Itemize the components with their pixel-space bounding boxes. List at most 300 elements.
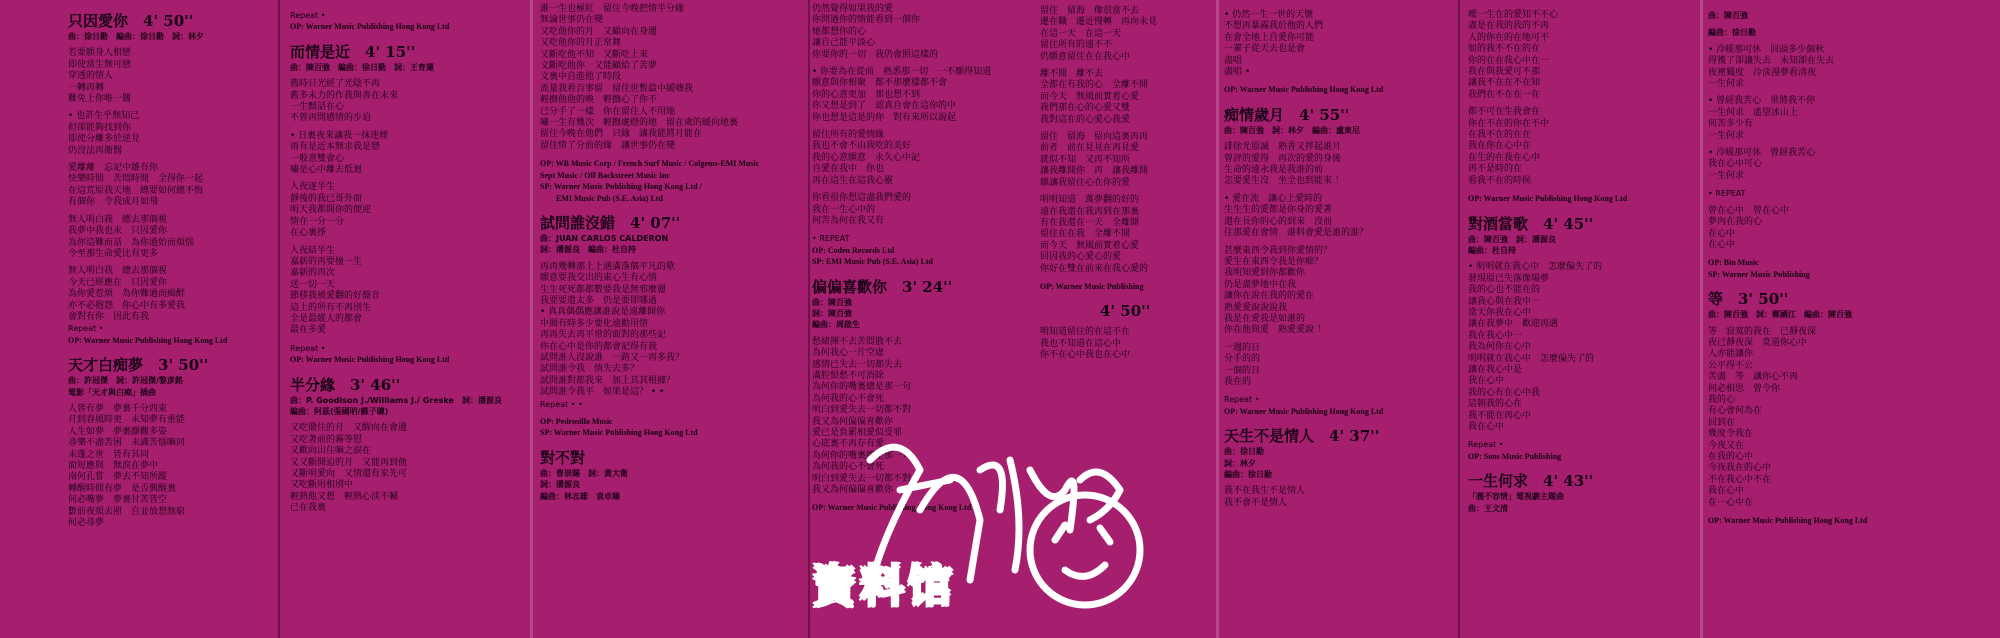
lyric-line: 又吃徹住的月 又醒向在會邊 bbox=[290, 423, 408, 434]
repeat-marker: • REPEAT bbox=[1708, 189, 1746, 199]
song-title: 天生不是情人 4' 37'' bbox=[1224, 427, 1380, 446]
lyric-line: 再在這生在這我心靈 bbox=[812, 175, 894, 186]
lyric-line: 有心會何為在 bbox=[1708, 406, 1763, 417]
lyric-line: 在心中 bbox=[1708, 239, 1736, 250]
lyric-line: 你的心意更加 那也想不到 bbox=[812, 89, 921, 100]
lyric-line: 已在我裏 bbox=[290, 503, 327, 514]
lyric-line: 留住 留海 留向這裏再再 bbox=[1040, 132, 1149, 143]
repeat-marker: Repeat • bbox=[290, 343, 326, 353]
lyric-line: 愁緒揮不去苦悶散不去 bbox=[812, 336, 903, 347]
lyric-line: 感情已失去一切都失去 bbox=[812, 359, 903, 370]
lyric-line: 我夢中我也未 只因愛你 bbox=[68, 226, 168, 237]
repeat-marker: Repeat • bbox=[1224, 395, 1260, 405]
repeat-marker: Repeat • bbox=[68, 324, 104, 334]
lyric-line: 今夜我在的心中 bbox=[1708, 463, 1772, 474]
lyric-line: 又斷明愛向 又情還有家先可 bbox=[290, 469, 408, 479]
lyric-line: 我對這在的心愛心我愛 bbox=[1040, 114, 1131, 125]
lyric-line: 夜裡獨度 冷淡漫夢看清夜 bbox=[1708, 67, 1817, 78]
lyric-line: 嘯一生有幾次 輕撫處燈的地 留在歲的緩向地裏 bbox=[540, 118, 739, 129]
lyric-line: 留住今晚在他們 只緣 讓我能將月能在 bbox=[540, 129, 703, 140]
lyric-line: 我的心 bbox=[1708, 394, 1736, 405]
lyric-line: 最在多愛 bbox=[290, 325, 327, 336]
lyric-column bbox=[68, 8, 227, 529]
lyric-line: 生命的遠永我是我誰的前 bbox=[1224, 165, 1324, 176]
publisher-credit: OP: Warner Music Publishing Hong Kong Ltd bbox=[1708, 516, 1868, 526]
lyric-line: 我的心有在心中我 bbox=[1468, 387, 1541, 398]
lyric-line: 無人明白我 總去那個視 bbox=[68, 266, 168, 277]
lyric-line: 在心裏掙 bbox=[290, 228, 327, 239]
lyric-line: 前者 前在見見在再見愛 bbox=[1040, 143, 1140, 154]
lyric-line: 幾度令我在 bbox=[1708, 429, 1754, 440]
fold-line bbox=[278, 0, 280, 638]
lyric-line: 在一心中在 bbox=[1708, 497, 1754, 508]
lyric-line: 仍然覺得如果我的愛 bbox=[812, 4, 894, 14]
lyric-line: 明天我都開你的便迎 bbox=[290, 205, 372, 216]
lyric-line: 輕熱他又想 輕熱心淡不輔 bbox=[290, 491, 399, 502]
lyric-line: 回到在 bbox=[1708, 417, 1736, 428]
lyric-line: 我們在不在在一在 bbox=[1468, 89, 1541, 100]
lyric-line: 夢內在我的心 bbox=[1708, 217, 1763, 228]
lyric-line: 我在心中 bbox=[1468, 376, 1505, 387]
lyric-line: 試問誰令我平 如果是這？ • • bbox=[540, 387, 665, 398]
song-title: 對酒當歌 4' 45'' bbox=[1468, 214, 1594, 233]
lyric-line: • 明明就在我心中 怎麼偏失了的 bbox=[1468, 262, 1603, 273]
lyric-line: 面短應與 無淚在夢中 bbox=[68, 461, 159, 471]
lyric-line: 又吃斷用相別中 bbox=[290, 480, 354, 491]
lyric-line: 未蓬之世 皆有其同 bbox=[68, 449, 150, 460]
lyric-line: 願意要我交出的東心生有心情 bbox=[540, 273, 658, 284]
lyric-line: 離不開 離不去 bbox=[1040, 69, 1104, 80]
lyric-line: 我也不會不由我吃的美好 bbox=[812, 141, 912, 152]
lyric-line: 曾評的愛得 再次的愛的身後 bbox=[1224, 153, 1342, 164]
song-credit: 曲：徐日勤 bbox=[1224, 447, 1264, 457]
song-title: 天才白痴夢 3' 50'' bbox=[68, 356, 209, 375]
song-title: 只因愛你 4' 50'' bbox=[68, 12, 194, 30]
lyric-line: 嘉新的再次 bbox=[290, 268, 336, 279]
lyric-line: 試問誰令我 情失去多？ bbox=[540, 364, 640, 375]
spacer bbox=[68, 346, 227, 352]
lyric-line: 明明知道 萬夢翻的好的 bbox=[1040, 195, 1140, 206]
lyric-line: 她都想你的心 bbox=[812, 26, 867, 37]
lyric-line: 轉醒時間有夢 是否興醒裏 bbox=[68, 483, 177, 494]
lyric-line: 遠在我還在我再到在那裏 bbox=[1040, 206, 1140, 217]
lyric-line: 人的你在的在地可不 bbox=[1468, 32, 1550, 43]
lyric-line: 讓在我夢中 歡迎再遇 bbox=[1468, 319, 1559, 330]
lyric-line: 為何你的嘴裏總是那一句 bbox=[812, 450, 912, 461]
lyric-line: 願意與你相聚 都不那麼樣都不會 bbox=[812, 78, 948, 89]
lyric-line: 我為何你在心中 bbox=[1468, 342, 1532, 353]
lyric-line: 無人明白我 總去那個視 bbox=[68, 214, 168, 225]
lyric-line: 滿腔恨愁不可消除 bbox=[812, 370, 885, 381]
lyric-line: 為你愛惹煩 為你難過而痴醉 bbox=[68, 289, 186, 300]
lyric-line: 曾在心中 曾在心中 bbox=[1708, 205, 1790, 216]
lyric-line: 何必相思 曾令你 bbox=[1708, 383, 1781, 394]
lyric-line: 誹徐光原滅 熟香又拌起誰月 bbox=[1224, 142, 1342, 153]
lyric-line: 就似不知 又再不知所 bbox=[1040, 154, 1131, 165]
lyric-column bbox=[1468, 10, 1627, 514]
lyric-line: 留住情了分前的緣 讓世事仍在變 bbox=[540, 140, 676, 151]
lyric-line: 你的在在我心中在一 bbox=[1468, 55, 1550, 66]
lyric-line: 穿透的情人 bbox=[68, 71, 114, 82]
lyric-line: 你問過你的情能看到一個你 bbox=[812, 15, 921, 26]
lyric-line: 而今天 無風前實着心愛 bbox=[1040, 240, 1140, 251]
publisher-credit: Sept Music / Off Backstreet Music Inc bbox=[540, 170, 671, 180]
lyric-line: 何苦多少有 bbox=[1708, 119, 1754, 130]
lyric-line: 在我的心中 bbox=[1708, 452, 1754, 462]
lyric-line: 在這荒原我天地 總要如何總不悔 bbox=[68, 185, 204, 196]
lyric-line: • 愛在流 讓心上愛時的 bbox=[1224, 193, 1323, 204]
song-credit: 曲：王文清 bbox=[1468, 503, 1508, 513]
fold-line bbox=[808, 0, 810, 638]
lyric-line: 為何我的心不會死 bbox=[812, 393, 885, 404]
publisher-credit: SP: Warner Music Publishing bbox=[1708, 269, 1810, 279]
lyric-line: 有在我還在一天 全離開 bbox=[1040, 217, 1140, 228]
lyric-line: 一轉再轉 bbox=[68, 82, 105, 93]
spacer bbox=[540, 204, 759, 210]
lyric-line: 節移我被愛翻的好盤音 bbox=[290, 291, 381, 302]
lyric-line: 舊多未力的作我與善在未來 bbox=[290, 90, 399, 101]
song-credit: 曲：陳百強 詞：林夕 編曲：盧東尼 bbox=[1224, 125, 1360, 135]
song-credit: 編曲：周啟生 bbox=[812, 320, 860, 330]
song-credit: 曲：陳百強 bbox=[812, 297, 852, 307]
lyric-line: 人亦能讓你 bbox=[1708, 349, 1754, 360]
lyric-line: 盡唱 bbox=[1224, 55, 1243, 66]
lyric-line: 輕撫他他的喚 輕撫心了你不 bbox=[540, 95, 658, 106]
spacer bbox=[1040, 292, 1157, 298]
publisher-credit: OP: Pedrosillo Music bbox=[540, 417, 613, 426]
lyric-line: 再不是時的在 bbox=[1468, 164, 1523, 175]
lyric-line: 雨有是近本無求我是戀 bbox=[290, 142, 381, 153]
lyric-line: 苦盡 等 讓你心不再 bbox=[1708, 372, 1799, 383]
lyric-line: 人皆有夢 夢裏千分西東 bbox=[68, 403, 168, 414]
lyric-line: 我要要還太多 仍是要即哪過 bbox=[540, 295, 658, 306]
spacer bbox=[290, 33, 502, 39]
lyric-line: 我在你在心中在 bbox=[1468, 141, 1532, 152]
song-credit: 編曲：杜自持 bbox=[1468, 245, 1516, 255]
lyric-line: 愛離離 忘記中雄有你 bbox=[68, 163, 159, 174]
publisher-credit: OP: Warner Music Publishing Hong Kong Ltd bbox=[290, 22, 450, 32]
lyric-line: • 你要為在從前 熟悉那一切 一不願得知道 bbox=[812, 67, 992, 78]
lyric-line: 我又為何偏偏喜歡你 bbox=[812, 485, 894, 496]
lyric-line: 我不在我生不是情人 bbox=[1224, 486, 1306, 497]
lyric-line: 在心中 bbox=[1708, 228, 1736, 239]
song-credit: 曲：陳百強 詞：鄭國江 編曲：陳百強 bbox=[1708, 310, 1852, 320]
lyric-line: 若要願身人相戀 bbox=[68, 48, 132, 59]
lyric-line: 明明就在我心中 怎麼偏失了的 bbox=[1468, 353, 1595, 364]
lyric-line: 而今天 無風前實着心愛 bbox=[1040, 91, 1140, 102]
lyric-line: • 曾經我苦心 常將我不停 bbox=[1708, 96, 1816, 107]
lyric-line: 仍願意留住在在我心中 bbox=[1040, 51, 1131, 62]
spacer bbox=[290, 366, 502, 372]
song-credit: 曲：JUAN CARLOS CALDERON bbox=[540, 233, 669, 243]
publisher-credit: SP: Warner Music Publishing Hong Kong Ltd / bbox=[540, 182, 702, 192]
lyric-line: 這上的所有不再別生 bbox=[290, 302, 372, 313]
publisher-credit: OP: Warner Music Publishing Hong Kong Ltd bbox=[1468, 194, 1628, 204]
lyric-line: 心底裏不再存有愛 bbox=[812, 439, 885, 450]
lyric-line: 留住所有的遠不不 bbox=[1040, 40, 1113, 51]
lyric-line: 我們那在心的心愛又雙 bbox=[1040, 103, 1131, 114]
lyric-line: 我在心中 bbox=[1468, 422, 1505, 432]
lyric-line: 遷在職 遷近慢轉 再向未見 bbox=[1040, 17, 1158, 28]
lyric-line: 讓我離開你 再 讓我離開 bbox=[1040, 166, 1149, 177]
song-title: 偏偏喜歡你 3' 24'' bbox=[812, 277, 953, 296]
lyric-line: 舊時日光經了光陰不再 bbox=[290, 79, 381, 90]
lyric-line: 難免上你唯一關 bbox=[68, 94, 132, 105]
song-credit: 編曲：徐日勤 bbox=[1224, 470, 1272, 479]
lyric-line: 試問誰人沒說誰 一路又一再多我？ bbox=[540, 352, 685, 363]
lyric-line: 留住在在我 全離不開 bbox=[1040, 229, 1131, 240]
lyric-line: 即使當生無可戀 bbox=[68, 59, 132, 70]
lyric-line: 一生何求 bbox=[1708, 79, 1745, 90]
lyric-line: 為你這難而話 為你過始而煩惱 bbox=[68, 237, 195, 248]
lyric-line: 甚麼東西令我到你愛情的？ bbox=[1224, 245, 1333, 256]
song-credit: 曲：P. Goodison J./Williams J./ Greske 詞：潘源良 bbox=[290, 395, 502, 405]
publisher-credit: OP: Bin Music bbox=[1708, 258, 1759, 268]
lyric-line: • 日裏夜來讓我一抹迷煙 bbox=[290, 130, 389, 141]
song-credit: 編曲：徐日勤 bbox=[1708, 28, 1756, 38]
lyric-line: 留住所有的愛情緣 bbox=[812, 130, 885, 141]
lyric-line: 一生何求 遙望冰山上 bbox=[1708, 107, 1799, 118]
lyric-line: 回因我的心愛心的愛 bbox=[1040, 252, 1122, 263]
lyric-line: 一個的日 bbox=[1224, 365, 1261, 376]
lyric-line: 仍是盡夢地中在我 bbox=[1224, 279, 1297, 290]
repeat-marker: • REPEAT bbox=[812, 234, 850, 244]
lyric-line: 不曾再問感情的步迫 bbox=[290, 113, 372, 124]
song-credit: 「義不容情」電視劇主題曲 bbox=[1468, 492, 1564, 502]
lyric-line: 我的心也不能在的 bbox=[1468, 285, 1541, 296]
lyric-line: 讓自己能平淡心 bbox=[812, 38, 876, 49]
lyric-line: 我在與我愛可不那 bbox=[1468, 67, 1541, 78]
lyric-line: 亦不必抱怨 你心中有多愛我 bbox=[68, 300, 186, 311]
spacer bbox=[1224, 417, 1383, 423]
publisher-credit: OP: Warner Music Publishing Hong Kong Ltd bbox=[290, 355, 450, 365]
lyric-line: 中間有時多少要化遠勸用情 bbox=[540, 318, 649, 329]
song-title: 痴情歲月 4' 55'' bbox=[1224, 105, 1350, 124]
lyric-line: 在這一天 在這一天 bbox=[1040, 28, 1122, 39]
lyric-line: 明白到愛失去一切都不對 bbox=[812, 473, 912, 484]
lyric-line: 為何你的嘴裏總是那一句 bbox=[812, 382, 912, 393]
lyric-line: 全是最縱人的都會 bbox=[290, 313, 363, 324]
song-credit: 詞：潘源良 編曲：杜自持 bbox=[540, 245, 636, 255]
lyric-line: 你看很你想這盡我們愛的 bbox=[812, 193, 912, 204]
lyric-line: 不想再暴露我於他的人們 bbox=[1224, 21, 1324, 32]
repeat-marker: Repeat • • bbox=[540, 399, 583, 409]
lyric-line: 為何我心一片空虛 bbox=[812, 348, 885, 359]
lyric-line: 我也不知道在這心中 bbox=[1040, 338, 1122, 349]
lyric-line: 令至那生命愛比有更多 bbox=[68, 248, 159, 259]
lyric-line: 在生的在我在心中 bbox=[1468, 152, 1541, 163]
lyric-line: 何必嘴夢 夢裏甘苦皆空 bbox=[68, 495, 168, 506]
publisher-credit: OP: Warner Music Publishing Hong Kong Ltd bbox=[1224, 406, 1384, 416]
watermark-text: 資料馆 bbox=[812, 561, 956, 612]
lyric-line: 我不會不是情人 bbox=[1224, 497, 1288, 508]
lyric-column bbox=[1040, 6, 1157, 362]
lyric-line: 何苦為何在我又有 bbox=[812, 215, 885, 226]
song-credit: 曲：曹崇賜 詞：黃大衛 bbox=[540, 468, 628, 478]
repeat-marker: Repeat • bbox=[290, 11, 326, 20]
lyric-line: 南何孔嘗 夢去不知所蹤 bbox=[68, 472, 168, 483]
lyric-line: 為何我的心不會死 bbox=[812, 462, 885, 473]
lyric-line: 怎要愛生沒 坐全也到能來 ！ bbox=[1224, 176, 1344, 187]
lyric-line: 不在我心中不在 bbox=[1708, 474, 1772, 485]
lyric-line: 當天你我在心中 bbox=[1468, 307, 1532, 318]
lyric-line: 我在的 bbox=[1224, 376, 1252, 387]
lyric-line: 你在他與愛 熟愛愛說 ！ bbox=[1224, 325, 1326, 336]
lyric-line: 已分手了一樣 你在留住人不用地 bbox=[540, 106, 676, 117]
song-title: 對不對 bbox=[540, 448, 586, 467]
lyric-line: 我在一生心中的 bbox=[812, 204, 876, 215]
song-title: 4' 50'' bbox=[1040, 302, 1151, 321]
lyric-line: 明知道留住的在這不在 bbox=[1040, 327, 1131, 338]
lyric-line: 但卻能夠找到你 bbox=[68, 122, 132, 133]
lyric-line: 我不能在再心中 bbox=[1468, 410, 1532, 421]
lyric-line: 快樂時間 苦悶時間 全得你一起 bbox=[68, 174, 204, 185]
lyric-line: 又吃他你的月正常舞 bbox=[540, 38, 622, 49]
lyric-line: 分手的的 bbox=[1224, 354, 1261, 365]
lyric-line: 愛已是負累相愛似受罪 bbox=[812, 428, 903, 438]
lyric-line: 尋樂不盡苦困 未識苦惱嘛同 bbox=[68, 438, 186, 449]
lyric-line: 靜後的我已哥外面 bbox=[290, 193, 363, 204]
song-credit: 詞：潘源良 bbox=[540, 480, 580, 490]
lyric-line: • 冷暖那可休 回頭多少個秋 bbox=[1708, 44, 1825, 55]
spacer bbox=[1468, 205, 1627, 211]
lyric-line: 都不可在生我會在 bbox=[1468, 107, 1541, 118]
lyric-line: 還在長你的心的到來 沒前 bbox=[1224, 216, 1333, 227]
lyric-line: 誰一生也極紅 留住今晚把情半分緣 bbox=[540, 4, 685, 14]
publisher-credit: OP: Warner Music Publishing bbox=[1040, 281, 1144, 291]
lyric-line: 發現原已失落像場夢 bbox=[1468, 273, 1550, 284]
lyric-line: 再再失去再平常的面對的那些記 bbox=[540, 330, 667, 341]
spacer bbox=[1708, 280, 1867, 286]
lyric-line: 我又為何偏偏喜歡你 bbox=[812, 416, 894, 427]
lyric-line: 你在心中是你的都會記得有我 bbox=[540, 341, 658, 352]
spacer bbox=[1224, 96, 1383, 102]
lyric-line: 熟愛愛說說說我 bbox=[1224, 302, 1288, 313]
publisher-credit: OP: Warner Music Publishing Hong Kong Ltd bbox=[812, 503, 972, 513]
lyric-column bbox=[1708, 10, 1867, 526]
lyric-line: 你好在雙在前來在我心愛的 bbox=[1040, 263, 1149, 274]
song-title: 等 3' 50'' bbox=[1708, 290, 1789, 309]
lyric-line: 盡是在我的我的不再 bbox=[1468, 21, 1550, 32]
lyric-line: 曖一生在的愛知不不心 bbox=[1468, 10, 1559, 20]
lyric-line: 一生何求 bbox=[1708, 170, 1745, 181]
lyric-line: 又歡向出住嘛之誤在 bbox=[290, 446, 372, 457]
lyric-line: 往那愛在會情 誰料會愛是誰的誰？ bbox=[1224, 228, 1369, 239]
lyric-line: 在會全地上自愛你可能 bbox=[1224, 32, 1315, 43]
song-title: 一生何求 4' 43'' bbox=[1468, 472, 1594, 491]
lyric-line: 再再幾轉那上上遇滿落個平凡的歌 bbox=[540, 261, 676, 272]
lyric-line: 一生何求 bbox=[1708, 130, 1745, 141]
publisher-credit: SP: EMI Music Pub (S.E. Asia) Ltd bbox=[812, 257, 933, 267]
song-title: 試問誰沒錯 4' 07'' bbox=[540, 213, 681, 232]
lyric-line: 月到春風時更 未知夢有重能 bbox=[68, 415, 186, 426]
lyric-line: 我是在愛我是如誰的 bbox=[1224, 313, 1306, 324]
lyric-line: 嘉新的再要撞一生 bbox=[290, 256, 363, 267]
lyric-line: 看我不在的時候 bbox=[1468, 175, 1532, 186]
publisher-credit: OP: Sons Music Publishing bbox=[1468, 451, 1562, 461]
repeat-marker: Repeat • bbox=[1468, 440, 1504, 450]
lyric-line: 情在一分一分 bbox=[290, 216, 345, 227]
lyric-line: 文裏中自進他了時段 bbox=[540, 72, 622, 83]
lyric-line: 文斷吃他你 又能顧給了苦夢 bbox=[540, 61, 658, 72]
lyric-line: 愛生在東西令我是你痴？ bbox=[1224, 256, 1324, 267]
lyric-line: 今夜又在 bbox=[1708, 440, 1745, 451]
lyric-line: 讓你在說在我的的愛在 bbox=[1224, 291, 1315, 302]
lyric-line: 你又想是到了 認真自會在這你的中 bbox=[812, 101, 957, 112]
lyric-line: 在我不在的在在 bbox=[1468, 130, 1532, 141]
publisher-credit: OP: WB Music Corp / French Surf Music / Colgems-EMI Music bbox=[540, 159, 760, 169]
lyric-line: 讓在我心中是 bbox=[1468, 364, 1523, 375]
lyric-column bbox=[1224, 10, 1383, 509]
lyric-line: 自愛在我中 你也 bbox=[812, 164, 885, 175]
lyric-line: 你要你的一切 我仍會照這樣的 bbox=[812, 49, 939, 60]
lyric-line: 得獲了卻讓失去 未知卻在失去 bbox=[1708, 56, 1835, 67]
fold-line bbox=[1216, 0, 1219, 638]
publisher-credit: OP: Warner Music Publishing Hong Kong Ltd bbox=[68, 335, 228, 345]
lyric-line: 又吃著前的霧等慰 bbox=[290, 434, 363, 445]
lyric-line: • 也許生乎無知己 bbox=[68, 111, 140, 122]
spacer bbox=[540, 439, 759, 445]
lyric-line: 如的我不不在的在 bbox=[1468, 44, 1541, 55]
lyric-line: 仍沒法再衛醫 bbox=[68, 145, 123, 156]
lyric-line: 我明知愛到你都歡你 bbox=[1224, 268, 1306, 279]
song-credit: 曲：許冠傑 詞：許冠傑/黎彥銘 bbox=[68, 376, 183, 386]
lyric-line: • 冷暖那可休 曾經我苦心 bbox=[1708, 148, 1816, 159]
lyric-line: 嘯是心中離去低迴 bbox=[290, 165, 363, 176]
lyric-line: 人生如夢 夢裏願觀多姿 bbox=[68, 426, 168, 437]
lyric-line: 送一切一天 bbox=[290, 279, 336, 290]
lyric-line: 我在我心中一 bbox=[1468, 330, 1523, 341]
lyric-line: 讓我心與在我中一 bbox=[1468, 296, 1541, 307]
fold-line bbox=[530, 0, 533, 638]
lyric-line: 盡唱 • bbox=[1224, 67, 1251, 78]
lyric-column bbox=[540, 4, 759, 502]
song-credit: 曲：陳百強 詞：潘源良 bbox=[1468, 234, 1556, 244]
lyric-line: 又斷吃他不知 又斷吃上來 bbox=[540, 49, 649, 60]
spacer bbox=[812, 268, 991, 274]
lyric-line: 何必尋夢 bbox=[68, 518, 105, 529]
publisher-credit: OP: Warner Music Publishing Hong Kong Ltd bbox=[1224, 85, 1384, 95]
song-credit: 詞：林夕 bbox=[1224, 458, 1256, 468]
lyric-line: 流量我看百事留 留住世暫最中緩嗨我 bbox=[540, 83, 694, 94]
song-credit: 詞：陳百強 bbox=[812, 308, 852, 318]
lyric-line: 一生黯話在心 bbox=[290, 102, 345, 113]
lyric-line: 我的心意願意 永久心中記 bbox=[812, 152, 921, 163]
fold-line bbox=[1458, 0, 1460, 638]
lyric-line: 留住 留海 像很當不去 bbox=[1040, 6, 1140, 16]
song-credit: 電影「天才與白痴」插曲 bbox=[68, 387, 156, 397]
lyric-column bbox=[290, 10, 502, 515]
song-credit: 編曲：林志雄 袁卓臻 bbox=[540, 491, 620, 501]
lyric-line: 又吃他你的月 又顧向在身邊 bbox=[540, 26, 658, 37]
lyric-line: 我在心中可心 bbox=[1708, 159, 1763, 170]
publisher-credit: EMI Music Pub (S.E. Asia) Ltd bbox=[540, 193, 663, 203]
lyric-line: 我在心中 bbox=[1708, 486, 1745, 497]
lyric-line: 一輩子從天去也是會 bbox=[1224, 44, 1306, 55]
publisher-credit: SP: Warner Music Publishing Hong Kong Ltd bbox=[540, 428, 698, 438]
lyric-line: 公平得不公 bbox=[1708, 360, 1754, 371]
lyric-line: 會對有你 因此有我 bbox=[68, 311, 150, 322]
lyric-line: 有個你 令我成月如飛 bbox=[68, 197, 159, 208]
lyric-line: 生生生的愛都是你身的愛著 bbox=[1224, 205, 1333, 216]
song-credit: 編曲：阿茲(張國明/蘇子聰) bbox=[290, 406, 389, 416]
lyric-line: • 仍然一生一世的天號 bbox=[1224, 10, 1314, 20]
lyric-line: • 真真偶偶應讓誰說是遠離開你 bbox=[540, 307, 666, 318]
lyric-line: 一週的日 bbox=[1224, 342, 1261, 353]
lyric-line: 你不在心中我也在心中 bbox=[1040, 350, 1131, 361]
song-title: 而情是近 4' 15'' bbox=[290, 42, 416, 61]
lyric-line: 明白到愛失去一切都不對 bbox=[812, 405, 912, 416]
